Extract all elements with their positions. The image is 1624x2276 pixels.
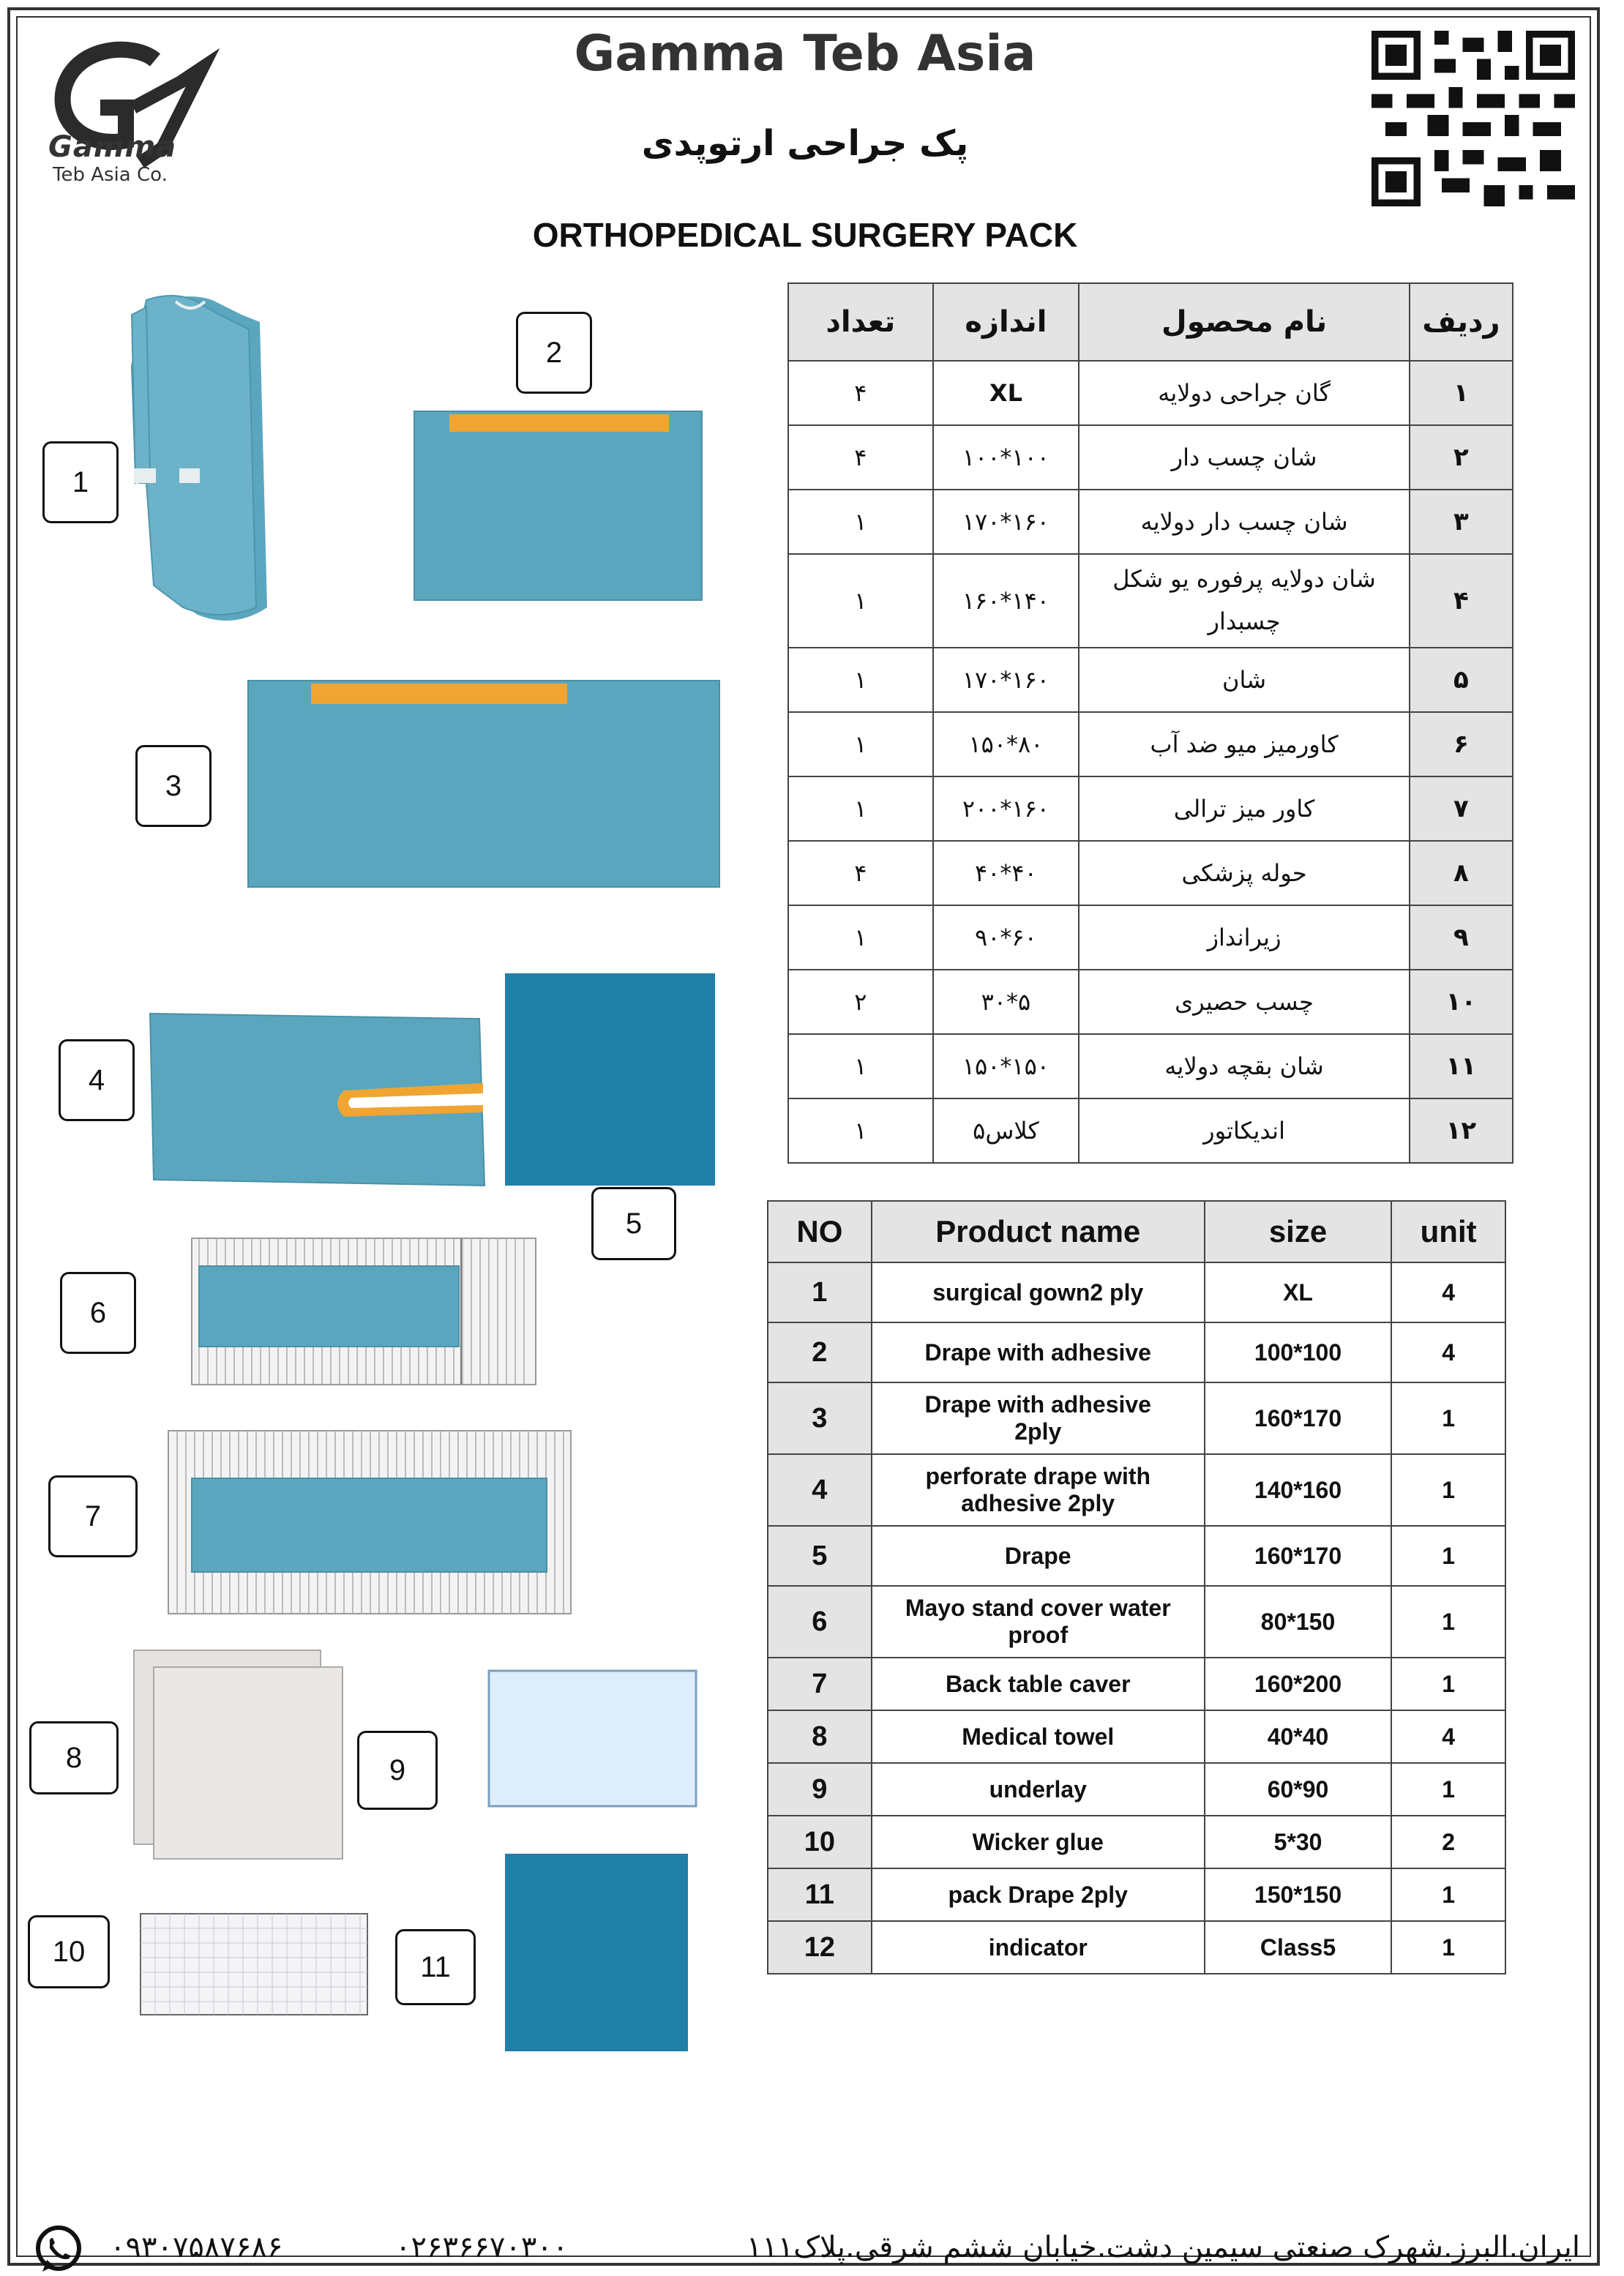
product-size: 80*150	[1205, 1586, 1391, 1658]
product-unit: 4	[1391, 1262, 1505, 1322]
product-name: Back table caver	[872, 1658, 1205, 1710]
table-row	[788, 776, 1513, 841]
product-unit: 4	[1391, 1322, 1505, 1382]
header-size: size	[1205, 1201, 1391, 1262]
product-count: ۴	[788, 841, 933, 905]
row-number: ۱	[1410, 361, 1513, 425]
product-size: ۱۰۰*۱۰۰	[933, 425, 1079, 490]
mayo-stand-cover-icon	[192, 1238, 536, 1385]
product-name: perforate drape with adhesive 2ply	[872, 1454, 1205, 1526]
row-number: ۱۲	[1410, 1098, 1513, 1163]
product-count: ۱	[788, 776, 933, 841]
title-english: ORTHOPEDICAL SURGERY PACK	[532, 216, 1078, 254]
row-number: 5	[768, 1526, 872, 1586]
product-name: Medical towel	[872, 1710, 1205, 1763]
table-row	[768, 1921, 1505, 1974]
table-row	[768, 1586, 1505, 1658]
product-name: Drape	[872, 1526, 1205, 1586]
row-number: 10	[768, 1816, 872, 1868]
header-unit: unit	[1391, 1201, 1505, 1262]
mobile-number: ۰۹۳۰۷۵۸۷۶۸۶	[110, 2231, 283, 2264]
row-number: ۸	[1410, 841, 1513, 905]
table-row	[768, 1763, 1505, 1816]
wicker-glue-icon	[141, 1914, 367, 2015]
row-number: 8	[768, 1710, 872, 1763]
table-row	[788, 1034, 1513, 1098]
product-count: ۴	[788, 361, 933, 425]
row-number: ۲	[1410, 425, 1513, 490]
table-row	[788, 712, 1513, 776]
perforate-drape-icon	[150, 1014, 484, 1186]
product-size: ۱۵۰*۱۵۰	[933, 1034, 1079, 1098]
table-row	[788, 841, 1513, 905]
product-size: XL	[1205, 1262, 1391, 1322]
product-name: underlay	[872, 1763, 1205, 1816]
table-row	[788, 425, 1513, 490]
product-size: ۱۴۰*۱۶۰	[933, 554, 1079, 648]
product-name: حوله پزشکی	[1079, 841, 1410, 905]
product-size: 140*160	[1205, 1454, 1391, 1526]
product-name: شان بقچه دولایه	[1079, 1034, 1410, 1098]
table-row	[788, 1098, 1513, 1163]
phone-number: ۰۲۶۳۶۶۷۰۳۰۰	[395, 2231, 569, 2264]
surgical-gown-icon	[132, 296, 267, 621]
pack-drape-icon	[505, 1854, 688, 2051]
item-label-6: 6	[60, 1272, 136, 1354]
row-number: 2	[768, 1322, 872, 1382]
product-name: شان چسب دار	[1079, 425, 1410, 490]
table-row	[768, 1658, 1505, 1710]
header-size: اندازه	[933, 283, 1079, 361]
item-label-1: 1	[42, 441, 119, 523]
logo-word: Gamma	[48, 130, 177, 164]
header-row-number: ردیف	[1410, 283, 1513, 361]
item-label-5: 5	[591, 1187, 676, 1260]
product-size: 160*170	[1205, 1526, 1391, 1586]
row-number: 3	[768, 1382, 872, 1454]
header-no: NO	[768, 1201, 872, 1262]
product-count: ۱	[788, 712, 933, 776]
product-name: چسب حصیری	[1079, 970, 1410, 1034]
product-unit: 1	[1391, 1586, 1505, 1658]
table-row	[768, 1526, 1505, 1586]
product-unit: 1	[1391, 1382, 1505, 1454]
row-number: 9	[768, 1763, 872, 1816]
product-size: ۵*۳۰	[933, 970, 1079, 1034]
row-number: 12	[768, 1921, 872, 1974]
table-row	[788, 554, 1513, 648]
row-number: ۱۰	[1410, 970, 1513, 1034]
product-name: Mayo stand cover water proof	[872, 1586, 1205, 1658]
table-row	[788, 648, 1513, 712]
product-size: کلاس۵	[933, 1098, 1079, 1163]
row-number: ۷	[1410, 776, 1513, 841]
table-row	[768, 1816, 1505, 1868]
product-size: 100*100	[1205, 1322, 1391, 1382]
product-size: ۶۰*۹۰	[933, 905, 1079, 970]
product-size: 160*170	[1205, 1382, 1391, 1454]
row-number: 7	[768, 1658, 872, 1710]
product-name: کاورمیز میو ضد آب	[1079, 712, 1410, 776]
table-row	[788, 905, 1513, 970]
product-count: ۱	[788, 905, 933, 970]
product-size: ۴۰*۴۰	[933, 841, 1079, 905]
qr-code-icon	[1370, 31, 1576, 206]
product-count: ۱	[788, 648, 933, 712]
product-size: 150*150	[1205, 1868, 1391, 1921]
product-name: شان دولایه پرفوره یو شکل چسبدار	[1079, 554, 1410, 648]
table-row	[768, 1454, 1505, 1526]
item-label-4: 4	[59, 1039, 135, 1121]
whatsapp-icon	[32, 2223, 85, 2276]
item-label-10: 10	[28, 1915, 110, 1988]
product-unit: 4	[1391, 1710, 1505, 1763]
product-name: Drape with adhesive 2ply	[872, 1382, 1205, 1454]
product-name: زیرانداز	[1079, 905, 1410, 970]
product-unit: 1	[1391, 1763, 1505, 1816]
product-name: شان	[1079, 648, 1410, 712]
row-number: 4	[768, 1454, 872, 1526]
product-name: شان چسب دار دولایه	[1079, 490, 1410, 554]
table-row	[768, 1710, 1505, 1763]
table-row	[768, 1262, 1505, 1322]
persian-product-table	[787, 282, 1513, 1164]
product-count: ۱	[788, 1098, 933, 1163]
product-name: Wicker glue	[872, 1816, 1205, 1868]
address: ایران.البرز.شهرک صنعتی سیمین دشت.خیابان ششم شرقی.پلاک۱۱۱	[746, 2231, 1580, 2264]
product-size: 40*40	[1205, 1710, 1391, 1763]
header-product-name: نام محصول	[1079, 283, 1410, 361]
table-row	[768, 1382, 1505, 1454]
table-header-row	[768, 1201, 1505, 1262]
product-unit: 1	[1391, 1658, 1505, 1710]
product-name: Drape with adhesive	[872, 1322, 1205, 1382]
product-unit: 1	[1391, 1868, 1505, 1921]
row-number: ۱۱	[1410, 1034, 1513, 1098]
product-size: Class5	[1205, 1921, 1391, 1974]
item-label-9: 9	[357, 1731, 438, 1810]
product-size: ۱۶۰*۱۷۰	[933, 648, 1079, 712]
product-name: surgical gown2 ply	[872, 1262, 1205, 1322]
title-persian: پک جراحی ارتوپدی	[641, 123, 969, 164]
product-count: ۱	[788, 554, 933, 648]
product-name: اندیکاتور	[1079, 1098, 1410, 1163]
product-count: ۱	[788, 1034, 933, 1098]
product-size: ۱۶۰*۲۰۰	[933, 776, 1079, 841]
adhesive-drape-2ply-icon	[248, 681, 719, 887]
product-count: ۲	[788, 970, 933, 1034]
product-name: pack Drape 2ply	[872, 1868, 1205, 1921]
product-unit: 1	[1391, 1454, 1505, 1526]
row-number: 11	[768, 1868, 872, 1921]
header-product-name: Product name	[872, 1201, 1205, 1262]
row-number: ۶	[1410, 712, 1513, 776]
item-label-7: 7	[48, 1475, 138, 1557]
product-size: ۱۶۰*۱۷۰	[933, 490, 1079, 554]
product-size: XL	[933, 361, 1079, 425]
adhesive-drape-icon	[414, 411, 702, 600]
medical-towel-icon	[134, 1650, 343, 1859]
logo-subtitle: Teb Asia Co.	[53, 164, 168, 186]
table-row	[768, 1868, 1505, 1921]
item-label-2: 2	[516, 312, 592, 394]
back-table-cover-icon	[168, 1431, 571, 1614]
product-count: ۱	[788, 490, 933, 554]
row-number: ۴	[1410, 554, 1513, 648]
row-number: ۹	[1410, 905, 1513, 970]
drape-icon	[505, 973, 715, 1186]
row-number: ۵	[1410, 648, 1513, 712]
product-name: کاور میز ترالی	[1079, 776, 1410, 841]
table-row	[788, 490, 1513, 554]
table-header-row	[788, 283, 1513, 361]
row-number: ۳	[1410, 490, 1513, 554]
product-name: گان جراحی دولایه	[1079, 361, 1410, 425]
table-row	[788, 970, 1513, 1034]
product-name: indicator	[872, 1921, 1205, 1974]
underlay-icon	[489, 1671, 696, 1806]
table-row	[768, 1322, 1505, 1382]
header-count: تعداد	[788, 283, 933, 361]
product-count: ۴	[788, 425, 933, 490]
table-row	[788, 361, 1513, 425]
item-label-8: 8	[29, 1721, 119, 1794]
item-label-3: 3	[135, 745, 212, 827]
product-size: 5*30	[1205, 1816, 1391, 1868]
product-unit: 2	[1391, 1816, 1505, 1868]
product-size: 160*200	[1205, 1658, 1391, 1710]
product-unit: 1	[1391, 1526, 1505, 1586]
product-size: ۸۰*۱۵۰	[933, 712, 1079, 776]
row-number: 6	[768, 1586, 872, 1658]
item-label-11: 11	[395, 1929, 476, 2005]
row-number: 1	[768, 1262, 872, 1322]
product-unit: 1	[1391, 1921, 1505, 1974]
company-name: Gamma Teb Asia	[574, 25, 1036, 83]
english-product-table	[767, 1200, 1506, 1974]
product-size: 60*90	[1205, 1763, 1391, 1816]
